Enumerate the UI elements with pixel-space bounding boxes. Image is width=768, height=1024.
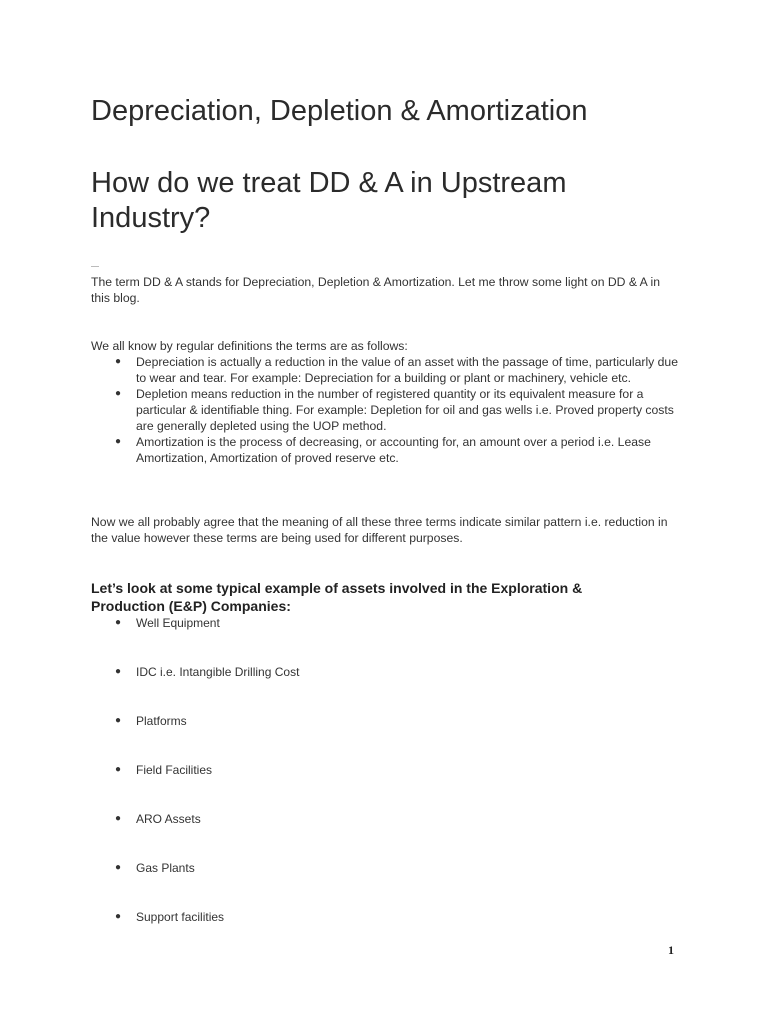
asset-label: Platforms (136, 714, 187, 728)
document-subtitle: How do we treat DD & A in Upstream Industry? (91, 167, 567, 234)
list-item (112, 860, 299, 909)
bullet-icon: ● (114, 436, 122, 447)
list-item (112, 386, 682, 434)
intro-paragraph: The term DD & A stands for Depreciation, Depletion & Amortization. Let me throw some light on DD & A in this blog. (91, 275, 661, 305)
list-item (112, 664, 299, 713)
bullet-icon: ● (114, 862, 122, 873)
bullet-icon: ● (114, 388, 122, 399)
bullet-icon: ● (114, 617, 122, 628)
summary-paragraph: Now we all probably agree that the meaning of all these three terms indicate similar pattern i.e. reduction in the value however these terms are being used for different purposes. (91, 515, 668, 545)
bullet-icon: ● (114, 666, 122, 677)
separator-rule (91, 266, 99, 267)
document-title: Depreciation, Depletion & Amortization (91, 95, 588, 127)
definition-text: Depreciation is actually a reduction in the value of an asset with the passage of time, particularly due to wear and tear. For example: Depreciation for a building or plant or machinery, vehicle etc. (136, 355, 678, 385)
list-item (112, 762, 299, 811)
list-item (112, 811, 299, 860)
bullet-icon: ● (114, 356, 122, 367)
list-item (112, 354, 682, 386)
page-number: 1 (668, 943, 674, 957)
bullet-icon: ● (114, 764, 122, 775)
assets-list (112, 615, 299, 958)
bullet-icon: ● (114, 813, 122, 824)
list-item (112, 909, 299, 958)
asset-label: Support facilities (136, 910, 225, 924)
bullet-icon: ● (114, 911, 122, 922)
definitions-list (112, 354, 682, 466)
definitions-lead: We all know by regular definitions the terms are as follows: (91, 339, 408, 353)
list-item (112, 713, 299, 762)
asset-label: Well Equipment (136, 616, 220, 630)
asset-label: ARO Assets (136, 812, 201, 826)
asset-label: Field Facilities (136, 763, 213, 777)
asset-label: IDC i.e. Intangible Drilling Cost (136, 665, 300, 679)
asset-label: Gas Plants (136, 861, 195, 875)
definition-text: Depletion means reduction in the number of registered quantity or its equivalent measure for a particular & identifiable thing. For example: Depletion for oil and gas wells i.e. Proved property costs are generally depleted using the UOP method. (136, 387, 674, 433)
list-item (112, 434, 682, 466)
list-item (112, 615, 299, 664)
assets-heading: Let’s look at some typical example of assets involved in the Exploration & Production (E&P) Companies: (91, 580, 583, 614)
bullet-icon: ● (114, 715, 122, 726)
definition-text: Amortization is the process of decreasing, or accounting for, an amount over a period i.e. Lease Amortization, Amortization of proved reserve etc. (136, 435, 651, 465)
